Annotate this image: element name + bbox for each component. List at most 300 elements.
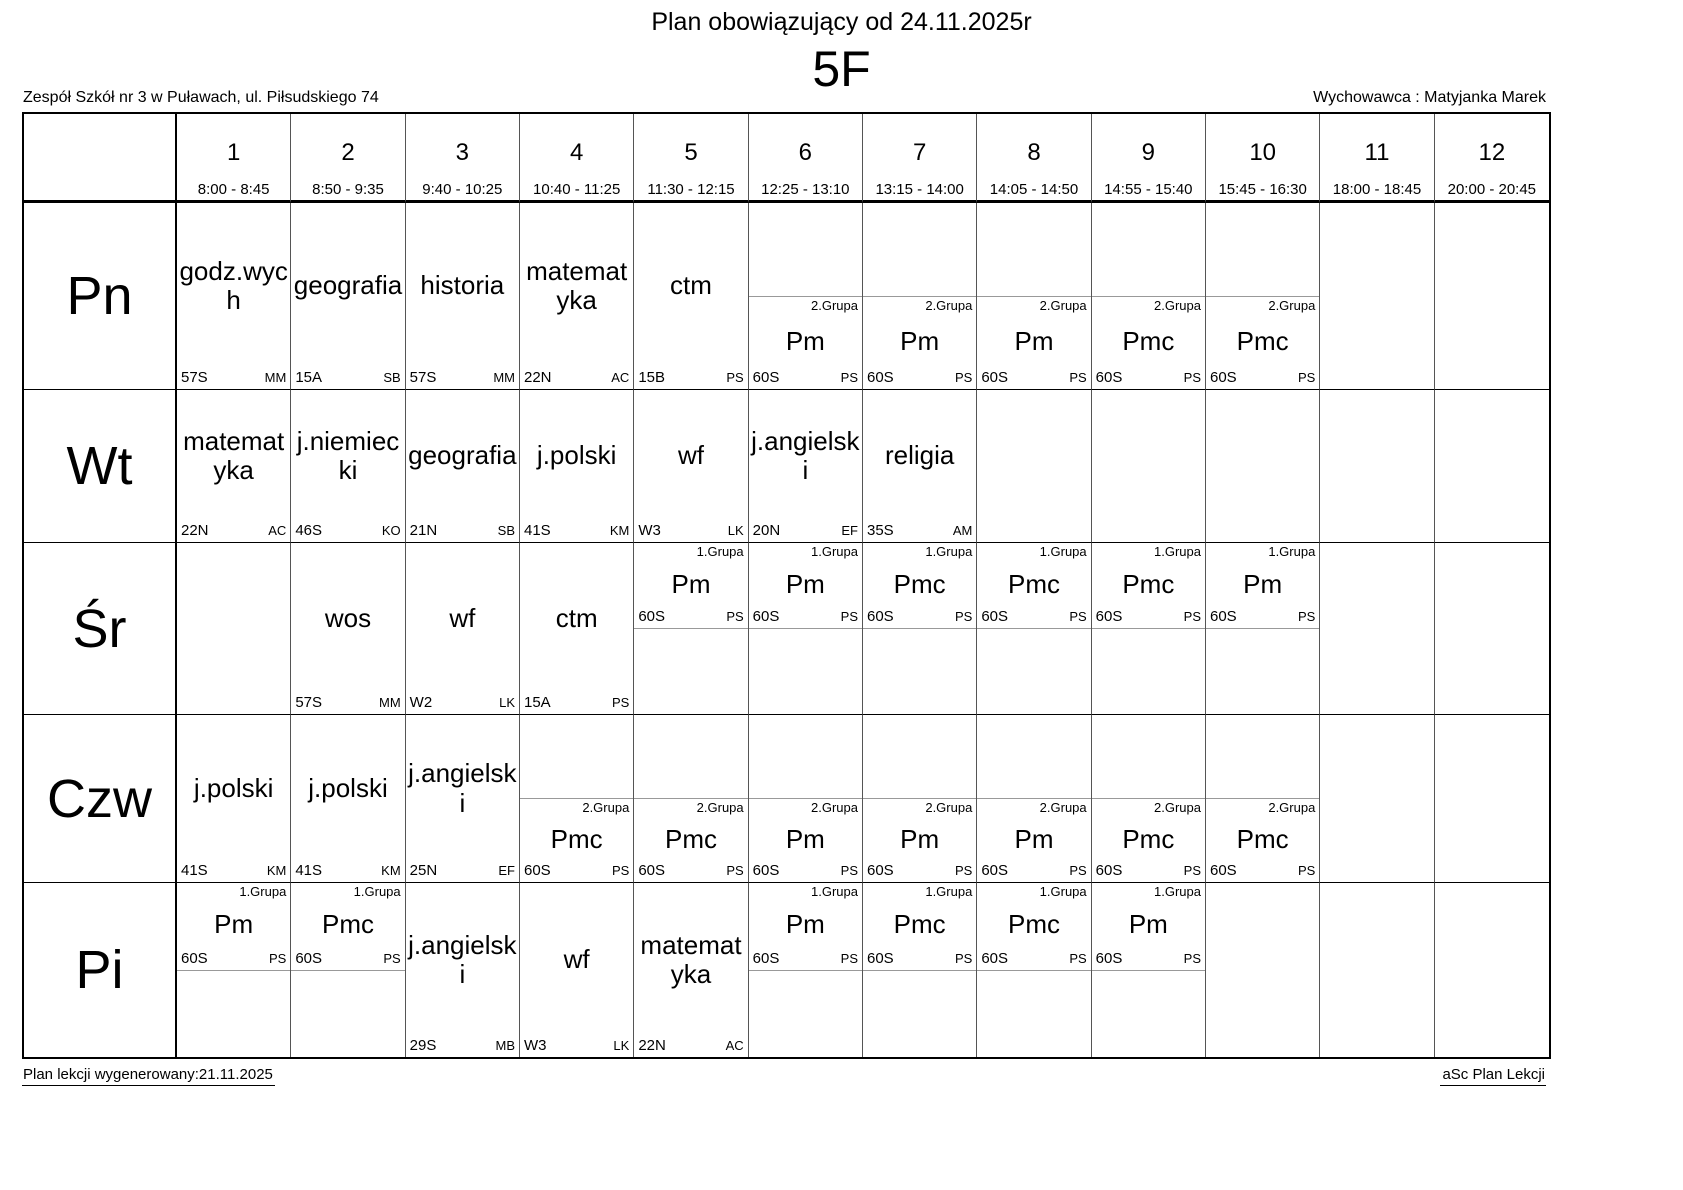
room-number: 25N bbox=[409, 862, 438, 879]
teacher-code: PS bbox=[954, 370, 973, 385]
room-number: 15B bbox=[638, 369, 666, 386]
group-lesson-half bbox=[520, 799, 633, 882]
empty-cell bbox=[1435, 203, 1549, 390]
room-number: 35S bbox=[867, 522, 894, 539]
empty-half bbox=[1092, 629, 1205, 714]
empty-cell bbox=[1435, 715, 1549, 883]
day-label: Pn bbox=[24, 203, 177, 390]
split-lesson-cell bbox=[749, 883, 863, 1057]
room-number: 60S bbox=[638, 862, 666, 879]
room-number: 41S bbox=[524, 522, 551, 539]
empty-cell bbox=[1320, 543, 1434, 715]
room-number: 60S bbox=[867, 949, 894, 967]
subject-name: wf bbox=[449, 602, 476, 633]
empty-cell bbox=[1320, 203, 1434, 390]
room-number: 60S bbox=[752, 608, 780, 625]
split-lesson-cell bbox=[1206, 543, 1320, 715]
room-number: 57S bbox=[295, 694, 323, 711]
split-lesson-cell bbox=[977, 715, 1091, 883]
room-number: 22N bbox=[524, 369, 552, 386]
group-label: 2.Grupa bbox=[696, 800, 744, 815]
subject-name: religia bbox=[884, 440, 955, 471]
group-label: 2.Grupa bbox=[1039, 800, 1087, 815]
room-teacher-row bbox=[1206, 608, 1319, 628]
lesson-cell bbox=[406, 883, 520, 1057]
subject-name: Pm bbox=[785, 325, 825, 356]
group-lesson-half bbox=[977, 883, 1090, 971]
empty-cell bbox=[1435, 543, 1549, 715]
period-time: 15:45 - 16:30 bbox=[1218, 180, 1307, 198]
room-teacher-row bbox=[977, 369, 1090, 389]
period-number: 10 bbox=[1249, 138, 1277, 166]
subject-name: matematyka bbox=[640, 929, 742, 989]
group-label: 1.Grupa bbox=[1268, 544, 1316, 559]
teacher-code: PS bbox=[611, 863, 630, 878]
lesson-cell bbox=[406, 390, 520, 543]
room-teacher-row bbox=[1092, 950, 1205, 970]
room-teacher-row bbox=[1092, 369, 1205, 389]
group-label: 2.Grupa bbox=[925, 800, 973, 815]
empty-cell bbox=[1320, 390, 1434, 543]
split-lesson-cell bbox=[1206, 203, 1320, 390]
split-lesson-cell bbox=[1092, 883, 1206, 1057]
class-name: 5F bbox=[812, 41, 871, 97]
subject-name: j.angielski bbox=[408, 929, 517, 989]
footer-generated-date: Plan lekcji wygenerowany:21.11.2025 bbox=[22, 1066, 275, 1086]
group-label: 1.Grupa bbox=[353, 884, 401, 899]
room-number: 41S bbox=[181, 862, 208, 879]
teacher-code: PS bbox=[1183, 950, 1201, 966]
teacher-code: EF bbox=[498, 863, 515, 878]
empty-cell bbox=[1206, 390, 1320, 543]
teacher-code: PS bbox=[1183, 609, 1201, 624]
teacher-code: PS bbox=[840, 609, 858, 624]
teacher-code: PS bbox=[1069, 950, 1087, 966]
group-lesson-half bbox=[1092, 543, 1205, 629]
room-teacher-row bbox=[634, 369, 747, 389]
room-teacher-row bbox=[520, 369, 633, 389]
subject-name: j.polski bbox=[193, 772, 274, 803]
group-label: 2.Grupa bbox=[1154, 297, 1201, 313]
room-teacher-row bbox=[406, 522, 519, 542]
split-lesson-cell bbox=[177, 883, 291, 1057]
room-teacher-row bbox=[177, 950, 290, 970]
split-lesson-cell bbox=[291, 883, 405, 1057]
subject-name: Pm bbox=[1243, 568, 1283, 599]
split-lesson-cell bbox=[863, 883, 977, 1057]
subject-name: Pmc bbox=[1007, 909, 1060, 940]
empty-half bbox=[863, 629, 976, 714]
group-lesson-half bbox=[863, 297, 976, 390]
subject-name: ctm bbox=[555, 602, 598, 633]
teacher-code: PS bbox=[726, 609, 744, 624]
period-header bbox=[406, 114, 520, 203]
group-label: 1.Grupa bbox=[925, 544, 973, 559]
school-name: Zespół Szkół nr 3 w Puławach, ul. Piłsudskiego 74 bbox=[23, 89, 379, 106]
room-number: 60S bbox=[752, 369, 780, 386]
group-lesson-half bbox=[291, 883, 404, 971]
room-number: 60S bbox=[524, 862, 551, 879]
empty-cell bbox=[1320, 883, 1434, 1057]
teacher-code: EF bbox=[841, 523, 858, 538]
teacher-code: PS bbox=[954, 609, 973, 624]
teacher-code: PS bbox=[726, 863, 744, 878]
group-label: 1.Grupa bbox=[811, 544, 858, 559]
group-label: 1.Grupa bbox=[239, 884, 287, 899]
group-lesson-half bbox=[1092, 883, 1205, 971]
room-teacher-row bbox=[977, 862, 1090, 882]
lesson-cell bbox=[634, 883, 748, 1057]
room-number: W3 bbox=[524, 1037, 547, 1054]
subject-name: matematyka bbox=[183, 425, 285, 485]
subject-name: godz.wych bbox=[179, 255, 288, 315]
group-label: 1.Grupa bbox=[811, 884, 858, 899]
subject-name: Pm bbox=[785, 568, 825, 599]
lesson-cell bbox=[406, 203, 520, 390]
subject-name: Pm bbox=[1014, 823, 1054, 854]
teacher-code: KM bbox=[266, 863, 287, 878]
group-label: 2.Grupa bbox=[582, 800, 630, 815]
room-number: 60S bbox=[1095, 862, 1123, 879]
teacher-code: PS bbox=[611, 695, 630, 710]
teacher-code: PS bbox=[1069, 370, 1087, 385]
period-header bbox=[863, 114, 977, 203]
split-lesson-cell bbox=[863, 715, 977, 883]
subject-name: j.polski bbox=[536, 440, 617, 471]
subject-name: Pm bbox=[1014, 325, 1054, 356]
teacher-code: PS bbox=[383, 950, 401, 966]
split-lesson-cell bbox=[634, 543, 748, 715]
teacher-code: PS bbox=[726, 370, 744, 385]
period-number: 12 bbox=[1478, 138, 1506, 166]
period-number: 4 bbox=[569, 138, 584, 166]
subject-name: Pmc bbox=[321, 909, 374, 940]
subject-name: wf bbox=[677, 440, 704, 471]
room-teacher-row bbox=[863, 862, 976, 882]
group-label: 1.Grupa bbox=[925, 884, 973, 899]
split-lesson-cell bbox=[749, 543, 863, 715]
room-teacher-row bbox=[520, 862, 633, 882]
room-teacher-row bbox=[749, 862, 862, 882]
room-teacher-row bbox=[406, 694, 519, 714]
room-number: 60S bbox=[1095, 949, 1123, 967]
room-number: 60S bbox=[981, 369, 1009, 386]
day-label: Śr bbox=[24, 543, 177, 715]
group-lesson-half bbox=[977, 543, 1090, 629]
split-lesson-cell bbox=[1092, 715, 1206, 883]
room-teacher-row bbox=[863, 950, 976, 970]
lesson-cell bbox=[406, 715, 520, 883]
period-time: 14:55 - 15:40 bbox=[1104, 180, 1193, 198]
empty-half bbox=[177, 971, 290, 1058]
teacher-code: LK bbox=[727, 523, 744, 538]
subject-name: Pmc bbox=[893, 909, 946, 940]
subject-name: Pmc bbox=[1122, 325, 1175, 356]
teacher-code: PS bbox=[1297, 370, 1316, 385]
room-number: 57S bbox=[409, 369, 437, 386]
period-header bbox=[749, 114, 863, 203]
room-teacher-row bbox=[749, 608, 862, 628]
room-teacher-row bbox=[177, 862, 290, 882]
subject-name: wf bbox=[563, 944, 590, 975]
room-number: 60S bbox=[1210, 369, 1237, 386]
period-time: 8:50 - 9:35 bbox=[312, 180, 384, 198]
room-number: 46S bbox=[295, 522, 323, 539]
empty-half bbox=[1092, 971, 1205, 1058]
room-teacher-row bbox=[1092, 608, 1205, 628]
subject-name: wos bbox=[324, 602, 372, 633]
room-teacher-row bbox=[634, 1037, 747, 1057]
period-number: 1 bbox=[226, 138, 241, 166]
empty-cell bbox=[177, 543, 291, 715]
lesson-cell bbox=[291, 715, 405, 883]
room-number: 60S bbox=[981, 949, 1009, 967]
room-teacher-row bbox=[977, 608, 1090, 628]
period-header bbox=[977, 114, 1091, 203]
room-number: 60S bbox=[181, 949, 208, 967]
group-label: 2.Grupa bbox=[811, 800, 858, 815]
group-lesson-half bbox=[749, 883, 862, 971]
teacher-code: PS bbox=[840, 370, 858, 385]
subject-name: historia bbox=[420, 270, 505, 301]
group-label: 1.Grupa bbox=[1154, 884, 1201, 899]
teacher-code: AC bbox=[725, 1038, 744, 1053]
period-time: 8:00 - 8:45 bbox=[197, 180, 270, 198]
lesson-cell bbox=[634, 390, 748, 543]
teacher-code: KO bbox=[381, 523, 401, 538]
room-number: 60S bbox=[752, 949, 780, 967]
subject-name: j.polski bbox=[308, 772, 388, 803]
empty-half bbox=[749, 715, 862, 799]
lesson-cell bbox=[520, 390, 634, 543]
teacher-code: AM bbox=[952, 523, 973, 538]
split-lesson-cell bbox=[749, 715, 863, 883]
period-number: 7 bbox=[912, 138, 927, 166]
teacher-code: AC bbox=[268, 523, 287, 538]
room-teacher-row bbox=[749, 950, 862, 970]
empty-cell bbox=[1092, 390, 1206, 543]
teacher-code: PS bbox=[954, 950, 973, 966]
lesson-cell bbox=[520, 883, 634, 1057]
room-teacher-row bbox=[863, 522, 976, 542]
empty-half bbox=[977, 971, 1090, 1058]
group-lesson-half bbox=[749, 297, 862, 390]
period-time: 10:40 - 11:25 bbox=[533, 180, 621, 198]
lesson-cell bbox=[749, 390, 863, 543]
empty-half bbox=[863, 971, 976, 1058]
teacher-code: LK bbox=[613, 1038, 630, 1053]
room-teacher-row bbox=[520, 1037, 633, 1057]
period-number: 8 bbox=[1027, 138, 1041, 166]
room-number: 20N bbox=[752, 522, 781, 539]
room-number: 41S bbox=[295, 862, 323, 879]
lesson-cell bbox=[520, 543, 634, 715]
split-lesson-cell bbox=[749, 203, 863, 390]
period-header bbox=[634, 114, 748, 203]
split-lesson-cell bbox=[634, 715, 748, 883]
room-teacher-row bbox=[291, 522, 404, 542]
empty-cell bbox=[1435, 390, 1549, 543]
period-time: 11:30 - 12:15 bbox=[647, 180, 735, 198]
period-time: 12:25 - 13:10 bbox=[761, 180, 850, 198]
room-number: 60S bbox=[1210, 862, 1237, 879]
period-number: 2 bbox=[341, 138, 355, 166]
room-teacher-row bbox=[1206, 862, 1319, 882]
group-label: 2.Grupa bbox=[1154, 800, 1201, 815]
room-teacher-row bbox=[634, 522, 747, 542]
timetable-grid bbox=[22, 112, 1551, 1059]
subject-name: Pm bbox=[785, 823, 825, 854]
plan-title: Plan obowiązujący od 24.11.2025r bbox=[651, 8, 1032, 36]
subject-name: Pm bbox=[900, 325, 940, 356]
period-header bbox=[1435, 114, 1549, 203]
room-number: 29S bbox=[409, 1037, 437, 1054]
subject-name: Pmc bbox=[664, 823, 717, 854]
teacher-code: MM bbox=[378, 695, 401, 710]
teacher-code: PS bbox=[1297, 863, 1316, 878]
subject-name: Pm bbox=[1128, 909, 1168, 940]
room-teacher-row bbox=[291, 862, 404, 882]
split-lesson-cell bbox=[520, 715, 634, 883]
teacher-code: PS bbox=[268, 950, 287, 966]
group-lesson-half bbox=[177, 883, 290, 971]
teacher-code: MB bbox=[495, 1038, 515, 1053]
lesson-cell bbox=[177, 203, 291, 390]
period-header bbox=[1206, 114, 1320, 203]
teacher-code: LK bbox=[499, 695, 515, 710]
lesson-cell bbox=[291, 390, 405, 543]
room-teacher-row bbox=[1206, 369, 1319, 389]
room-teacher-row bbox=[177, 369, 290, 389]
room-teacher-row bbox=[406, 1037, 519, 1057]
room-number: 21N bbox=[409, 522, 438, 539]
subject-name: Pmc bbox=[1122, 823, 1175, 854]
group-lesson-half bbox=[863, 543, 976, 629]
empty-half bbox=[977, 203, 1090, 297]
period-time: 20:00 - 20:45 bbox=[1447, 180, 1537, 198]
subject-name: j.angielski bbox=[408, 758, 517, 818]
empty-half bbox=[520, 715, 633, 799]
room-number: 60S bbox=[981, 862, 1009, 879]
group-label: 2.Grupa bbox=[811, 297, 858, 313]
group-label: 2.Grupa bbox=[1268, 800, 1316, 815]
subject-name: Pm bbox=[900, 823, 940, 854]
subject-name: j.niemiecki bbox=[296, 425, 400, 485]
day-label: Pi bbox=[24, 883, 177, 1057]
lesson-cell bbox=[863, 390, 977, 543]
teacher-code: PS bbox=[1297, 609, 1316, 624]
split-lesson-cell bbox=[977, 543, 1091, 715]
period-number: 3 bbox=[455, 138, 469, 166]
room-number: 60S bbox=[295, 949, 323, 967]
period-number: 5 bbox=[684, 138, 698, 166]
group-label: 2.Grupa bbox=[1268, 297, 1316, 313]
room-teacher-row bbox=[1092, 862, 1205, 882]
corner-cell bbox=[24, 114, 177, 203]
room-teacher-row bbox=[520, 694, 633, 714]
empty-cell bbox=[1206, 883, 1320, 1057]
empty-half bbox=[863, 715, 976, 799]
empty-half bbox=[1092, 203, 1205, 297]
subject-name: Pmc bbox=[550, 823, 603, 854]
subject-name: ctm bbox=[670, 270, 712, 301]
empty-half bbox=[863, 203, 976, 297]
split-lesson-cell bbox=[977, 203, 1091, 390]
room-number: W2 bbox=[409, 694, 433, 711]
lesson-cell bbox=[291, 543, 405, 715]
lesson-cell bbox=[520, 203, 634, 390]
split-lesson-cell bbox=[1092, 543, 1206, 715]
teacher-code: PS bbox=[840, 950, 858, 966]
day-label: Czw bbox=[24, 715, 177, 883]
period-number: 11 bbox=[1364, 138, 1390, 166]
room-number: 22N bbox=[638, 1037, 666, 1054]
footer-app-name: aSc Plan Lekcji bbox=[1440, 1066, 1546, 1086]
period-time: 14:05 - 14:50 bbox=[989, 180, 1079, 198]
period-header bbox=[1092, 114, 1206, 203]
group-lesson-half bbox=[1206, 799, 1319, 882]
subject-name: Pmc bbox=[893, 568, 946, 599]
subject-name: Pm bbox=[214, 909, 254, 940]
room-number: 15A bbox=[524, 694, 551, 711]
room-teacher-row bbox=[749, 369, 862, 389]
teacher-code: PS bbox=[1069, 863, 1087, 878]
period-time: 13:15 - 14:00 bbox=[875, 180, 964, 198]
group-lesson-half bbox=[1092, 799, 1205, 882]
teacher-code: MM bbox=[493, 370, 515, 385]
lesson-cell bbox=[406, 543, 520, 715]
teacher-code: AC bbox=[611, 370, 630, 385]
period-header bbox=[520, 114, 634, 203]
split-lesson-cell bbox=[1092, 203, 1206, 390]
empty-half bbox=[977, 715, 1090, 799]
group-lesson-half bbox=[977, 297, 1090, 390]
room-teacher-row bbox=[406, 369, 519, 389]
split-lesson-cell bbox=[1206, 715, 1320, 883]
period-time: 9:40 - 10:25 bbox=[422, 180, 503, 198]
subject-name: Pmc bbox=[1236, 325, 1289, 356]
room-teacher-row bbox=[291, 950, 404, 970]
empty-half bbox=[1092, 715, 1205, 799]
room-teacher-row bbox=[977, 950, 1090, 970]
group-lesson-half bbox=[1206, 543, 1319, 629]
room-teacher-row bbox=[406, 862, 519, 882]
room-number: 60S bbox=[981, 608, 1009, 625]
group-label: 2.Grupa bbox=[925, 297, 973, 313]
subject-name: Pm bbox=[671, 568, 711, 599]
empty-half bbox=[1206, 629, 1319, 714]
room-number: 60S bbox=[867, 862, 894, 879]
room-number: 60S bbox=[752, 862, 780, 879]
group-label: 2.Grupa bbox=[1039, 297, 1087, 313]
period-number: 6 bbox=[798, 138, 812, 166]
teacher-code: PS bbox=[1183, 370, 1201, 385]
period-time: 18:00 - 18:45 bbox=[1332, 180, 1422, 198]
group-lesson-half bbox=[1206, 297, 1319, 390]
teacher-code: KM bbox=[609, 523, 630, 538]
empty-cell bbox=[1435, 883, 1549, 1057]
group-lesson-half bbox=[1092, 297, 1205, 390]
room-number: 57S bbox=[181, 369, 208, 386]
empty-half bbox=[1206, 203, 1319, 297]
teacher-code: KM bbox=[381, 863, 401, 878]
empty-half bbox=[749, 971, 862, 1058]
room-teacher-row bbox=[863, 608, 976, 628]
day-label: Wt bbox=[24, 390, 177, 543]
period-header bbox=[177, 114, 291, 203]
split-lesson-cell bbox=[977, 883, 1091, 1057]
empty-cell bbox=[1320, 715, 1434, 883]
